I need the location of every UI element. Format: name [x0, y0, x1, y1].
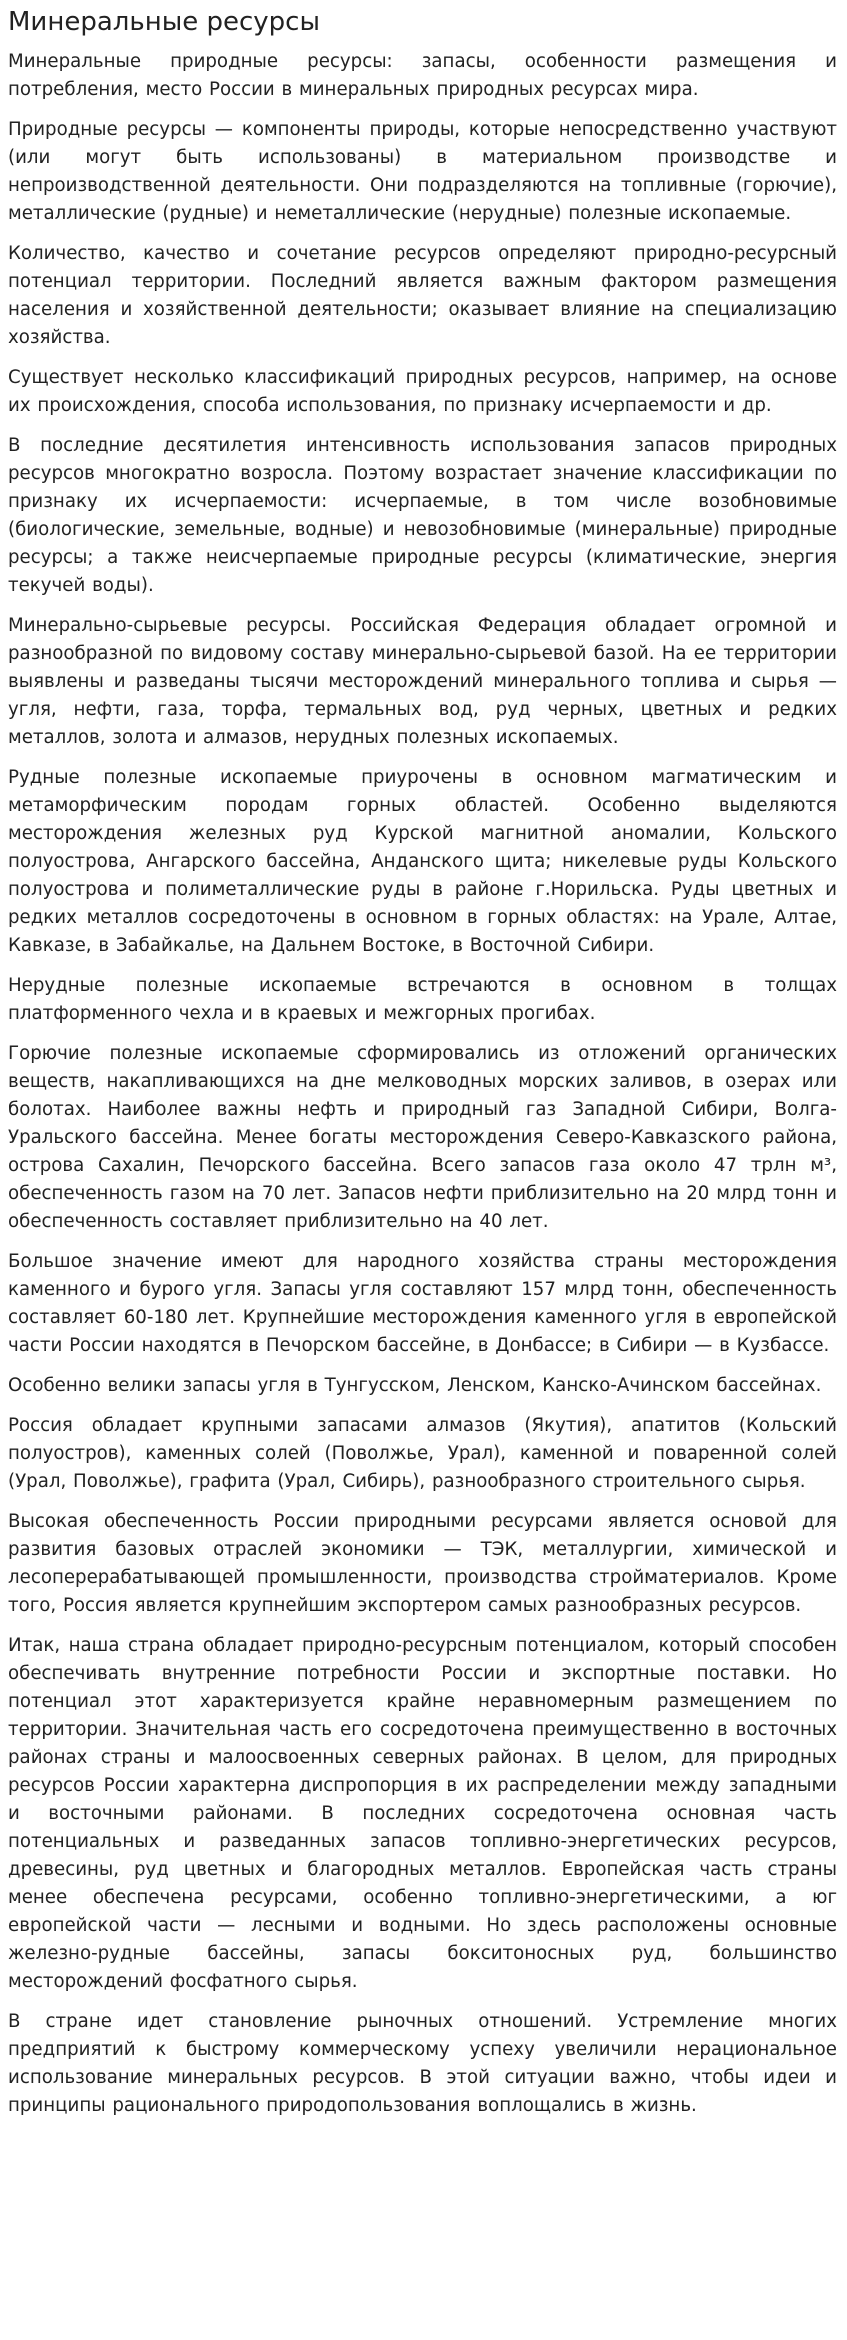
- paragraph-other-reserves: Россия обладает крупными запасами алмазов (Якутия), апатитов (Кольский полуостров), каменных солей (Поволжье, Урал), каменной и поваренной солей (Урал, Поволжье), графита (Урал, Сибирь), разнообразного строительного сырья.: [8, 1415, 837, 1492]
- paragraph-economic-basis: Высокая обеспеченность России природными ресурсами является основой для развития базовых отраслей экономики — ТЭК, металлургии, химической и лесоперерабатывающей промышленности, производства стройматериалов. Кроме того, Россия является крупнейшим экспортером самых разнообразных ресурсов.: [8, 1511, 837, 1616]
- paragraph-coal: Большое значение имеют для народного хозяйства страны месторождения каменного и бурого угля. Запасы угля составляют 157 млрд тонн, обеспеченность составляет 60-180 лет. Крупнейшие месторождения каменного угля в европейской части России находятся в Печорском бассейне, в Донбассе; в Сибири — в Кузбассе.: [8, 1251, 837, 1356]
- paragraph-mineral-base: Минерально-сырьевые ресурсы. Российская Федерация обладает огромной и разнообразной по видовому составу минерально-сырьевой базой. На ее территории выявлены и разведаны тысячи месторождений минерального топлива и сырья — угля, нефти, газа, торфа, термальных вод, руд черных, цветных и редких металлов, золота и алмазов, нерудных полезных ископаемых.: [8, 615, 837, 748]
- paragraph-coal-basins: Особенно велики запасы угля в Тунгусском, Ленском, Канско-Ачинском бассейнах.: [8, 1375, 822, 1396]
- paragraph-market: В стране идет становление рыночных отношений. Устремление многих предприятий к быстрому коммерческому успеху увеличили нерациональное использование минеральных ресурсов. В этой ситуации важно, чтобы идеи и принципы рационального природопользования воплощались в жизнь.: [8, 2011, 837, 2116]
- paragraph-distribution: Итак, наша страна обладает природно-ресурсным потенциалом, который способен обеспечивать внутренние потребности России и экспортные поставки. Но потенциал этот характеризуется крайне неравномерным размещением по территории. Значительная часть его сосредоточена преимущественно в восточных районах страны и малоосвоенных северных районах. В целом, для природных ресурсов России характерна диспропорция в их распределении между западными и восточными районами. В последних сосредоточена основная часть потенциальных и разведанных запасов топливно-энергетических ресурсов, древесины, руд цветных и благородных металлов. Европейская часть страны менее обеспечена ресурсами, особенно топливно-энергетическими, а юг европейской части — лесными и водными. Но здесь расположены основные железно-рудные бассейны, запасы бокситоносных руд, большинство месторождений фосфатного сырья.: [8, 1635, 837, 1992]
- paragraph-ore-minerals: Рудные полезные ископаемые приурочены в основном магматическим и метаморфическим породам горных областей. Особенно выделяются месторождения железных руд Курской магнитной аномалии, Кольского полуострова, Ангарского бассейна, Анданского щита; никелевые руды Кольского полуострова и полиметаллические руды в районе г.Норильска. Руды цветных и редких металлов сосредоточены в основном в горных областях: на Урале, Алтае, Кавказе, в Забайкалье, на Дальнем Востоке, в Восточной Сибири.: [8, 767, 837, 956]
- paragraph-exhaustibility: В последние десятилетия интенсивность использования запасов природных ресурсов многократно возросла. Поэтому возрастает значение классификации по признаку их исчерпаемости: исчерпаемые, в том числе возобновимые (биологические, земельные, водные) и невозобновимые (минеральные) природные ресурсы; а также неисчерпаемые природные ресурсы (климатические, энергия текучей воды).: [8, 435, 837, 596]
- paragraph-resource-potential: Количество, качество и сочетание ресурсов определяют природно-ресурсный потенциал территории. Последний является важным фактором размещения населения и хозяйственной деятельности; оказывает влияние на специализацию хозяйства.: [8, 243, 837, 348]
- paragraph-natural-resources: Природные ресурсы — компоненты природы, которые непосредственно участвуют (или могут быть использованы) в материальном производстве и непроизводственной деятельности. Они подразделяются на топливные (горючие), металлические (рудные) и неметаллические (нерудные) полезные ископаемые.: [8, 119, 837, 224]
- paragraph-nonmetallic: Нерудные полезные ископаемые встречаются в основном в толщах платформенного чехла и в краевых и межгорных прогибах.: [8, 975, 837, 1024]
- page-title: Минеральные ресурсы: [8, 7, 320, 37]
- paragraph-fuel-minerals: Горючие полезные ископаемые сформировались из отложений органических веществ, накапливающихся на дне мелководных морских заливов, в озерах или болотах. Наиболее важны нефть и природный газ Западной Сибири, Волга-Уральского бассейна. Менее богаты месторождения Северо-Кавказского района, острова Сахалин, Печорского бассейна. Всего запасов газа около 47 трлн м³, обеспеченность газом на 70 лет. Запасов нефти приблизительно на 20 млрд тонн и обеспеченность составляет приблизительно на 40 лет.: [8, 1043, 837, 1232]
- paragraph-intro: Минеральные природные ресурсы: запасы, особенности размещения и потребления, место России в минеральных природных ресурсах мира.: [8, 51, 837, 100]
- paragraph-classifications: Существует несколько классификаций природных ресурсов, например, на основе их происхождения, способа использования, по признаку исчерпаемости и др.: [8, 367, 837, 416]
